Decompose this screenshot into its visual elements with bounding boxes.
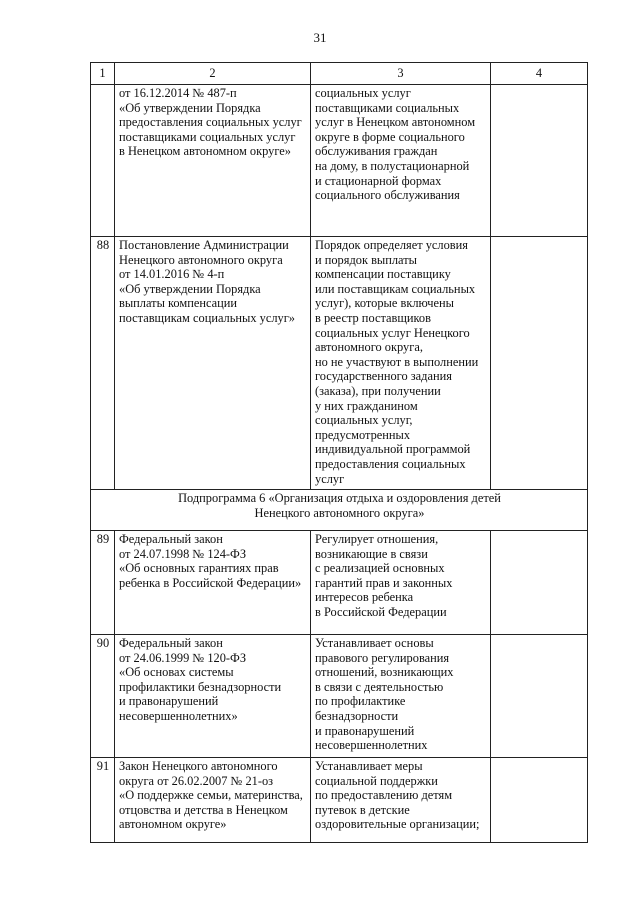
legal-act-line: «О поддержке семьи, материнства,	[119, 788, 303, 803]
legal-act-line: от 24.06.1999 № 120-ФЗ	[119, 650, 247, 665]
description-line: (заказа), при получении	[315, 383, 441, 398]
description-line: предусмотренных	[315, 427, 411, 442]
description-line: возникающие в связи	[315, 546, 428, 561]
description-line: интересов ребенка	[315, 590, 414, 605]
legal-act-line: «Об утверждении Порядка	[119, 100, 261, 115]
legal-act-line: в Ненецком автономном округе»	[119, 144, 291, 159]
description-line: социальных услуг Ненецкого	[315, 325, 470, 340]
description-line: по профилактике	[315, 694, 406, 709]
row-number: 89	[91, 531, 115, 635]
notes-cell	[491, 531, 588, 635]
description-line: или поставщикам социальных	[315, 281, 476, 296]
description-line: и порядок выплаты	[315, 252, 417, 267]
description-line: и правонарушений	[315, 723, 415, 738]
legal-act-line: Ненецкого автономного округа	[119, 252, 283, 267]
legal-act-line: предоставления социальных услуг	[119, 115, 302, 130]
description-line: социального обслуживания	[315, 188, 460, 203]
legal-act-cell	[115, 635, 311, 758]
legal-act-line: от 14.01.2016 № 4-п	[119, 267, 225, 282]
legal-act-line: поставщиками социальных услуг	[119, 129, 296, 144]
legal-act-line: округа от 26.02.2007 № 21-оз	[119, 773, 274, 788]
section-title	[91, 490, 588, 531]
description-line: в связи с деятельностью	[315, 679, 444, 694]
legal-act-line: Федеральный закон	[119, 636, 223, 651]
legal-act-line: от 24.07.1998 № 124-ФЗ	[119, 546, 247, 561]
description-line: Устанавливает основы	[315, 636, 434, 651]
table-body	[91, 85, 588, 843]
description-line: у них гражданином	[315, 398, 418, 413]
description-line: автономного округа,	[315, 340, 423, 355]
description-line: поставщиками социальных	[315, 100, 460, 115]
legal-act-line: Федеральный закон	[119, 532, 223, 547]
legal-act-line: выплаты компенсации	[119, 296, 238, 311]
section-title-line: Подпрограмма 6 «Организация отдыха и оздоровления детей	[178, 491, 501, 506]
description-line: в реестр поставщиков	[315, 310, 431, 325]
legal-act-line: автономном округе»	[119, 817, 227, 832]
description-line: государственного задания	[315, 369, 452, 384]
legal-act-line: и правонарушений	[119, 694, 219, 709]
description-line: Регулирует отношения,	[315, 532, 439, 547]
description-line: индивидуальной программой	[315, 442, 471, 457]
legal-act-cell	[115, 531, 311, 635]
description-line: в Российской Федерации	[315, 605, 447, 620]
row-number: 88	[91, 237, 115, 490]
page-number: 31	[313, 30, 327, 45]
row-number: 91	[91, 758, 115, 843]
legal-act-line: от 16.12.2014 № 487-п	[119, 86, 237, 100]
row-number: 90	[91, 635, 115, 758]
description-cell	[311, 531, 491, 635]
table-row	[91, 635, 588, 758]
legal-act-line: профилактики безнадзорности	[119, 679, 282, 694]
header-col-4: 4	[491, 63, 588, 85]
table-header-row	[91, 63, 588, 85]
section-title-line: Ненецкого автономного округа»	[254, 505, 425, 520]
description-cell	[311, 758, 491, 843]
description-line: социальных услуг,	[315, 413, 413, 428]
description-line: гарантий прав и законных	[315, 575, 453, 590]
description-cell	[311, 237, 491, 490]
table-row	[91, 758, 588, 843]
description-cell	[311, 635, 491, 758]
notes-cell	[491, 237, 588, 490]
description-line: но не участвуют в выполнении	[315, 354, 479, 369]
description-line: правового регулирования	[315, 650, 450, 665]
description-line: Порядок определяет условия	[315, 238, 468, 252]
description-line: по предоставлению детям	[315, 788, 453, 803]
legal-act-line: «Об основах системы	[119, 665, 234, 680]
legal-act-cell	[115, 85, 311, 237]
legal-acts-table	[90, 62, 588, 843]
legal-act-line: Закон Ненецкого автономного	[119, 759, 278, 774]
legal-act-line: Постановление Администрации	[119, 238, 289, 252]
description-line: услуг	[315, 471, 345, 486]
description-line: компенсации поставщику	[315, 267, 451, 282]
row-number	[91, 85, 115, 237]
notes-cell	[491, 758, 588, 843]
description-line: обслуживания граждан	[315, 144, 438, 159]
header-col-3: 3	[311, 63, 491, 85]
description-line: с реализацией основных	[315, 561, 445, 576]
legal-act-line: «Об утверждении Порядка	[119, 281, 261, 296]
description-line: и стационарной формах	[315, 173, 442, 188]
description-line: услуг), которые включены	[315, 296, 454, 311]
legal-act-line: отцовства и детства в Ненецком	[119, 802, 288, 817]
table-row	[91, 531, 588, 635]
legal-act-line: ребенка в Российской Федерации»	[119, 575, 302, 590]
description-line: безнадзорности	[315, 709, 399, 724]
legal-act-line: «Об основных гарантиях прав	[119, 561, 279, 576]
legal-act-cell	[115, 758, 311, 843]
description-line: путевок в детские	[315, 802, 410, 817]
notes-cell	[491, 635, 588, 758]
legal-act-line: несовершеннолетних»	[119, 709, 238, 724]
header-col-2: 2	[115, 63, 311, 85]
description-line: Устанавливает меры	[315, 759, 423, 774]
description-line: на дому, в полустационарной	[315, 158, 470, 173]
header-col-1: 1	[91, 63, 115, 85]
description-line: отношений, возникающих	[315, 665, 454, 680]
description-line: услуг в Ненецком автономном	[315, 115, 476, 130]
legal-act-line: поставщикам социальных услуг»	[119, 310, 295, 325]
description-cell	[311, 85, 491, 237]
description-line: оздоровительные организации;	[315, 817, 480, 832]
description-line: социальных услуг	[315, 86, 411, 100]
legal-act-cell	[115, 237, 311, 490]
description-line: предоставления социальных	[315, 456, 466, 471]
notes-cell	[491, 85, 588, 237]
description-line: несовершеннолетних	[315, 738, 428, 753]
description-line: округе в форме социального	[315, 129, 465, 144]
table-row	[91, 85, 588, 237]
section-row	[91, 490, 588, 531]
table-row	[91, 237, 588, 490]
description-line: социальной поддержки	[315, 773, 438, 788]
